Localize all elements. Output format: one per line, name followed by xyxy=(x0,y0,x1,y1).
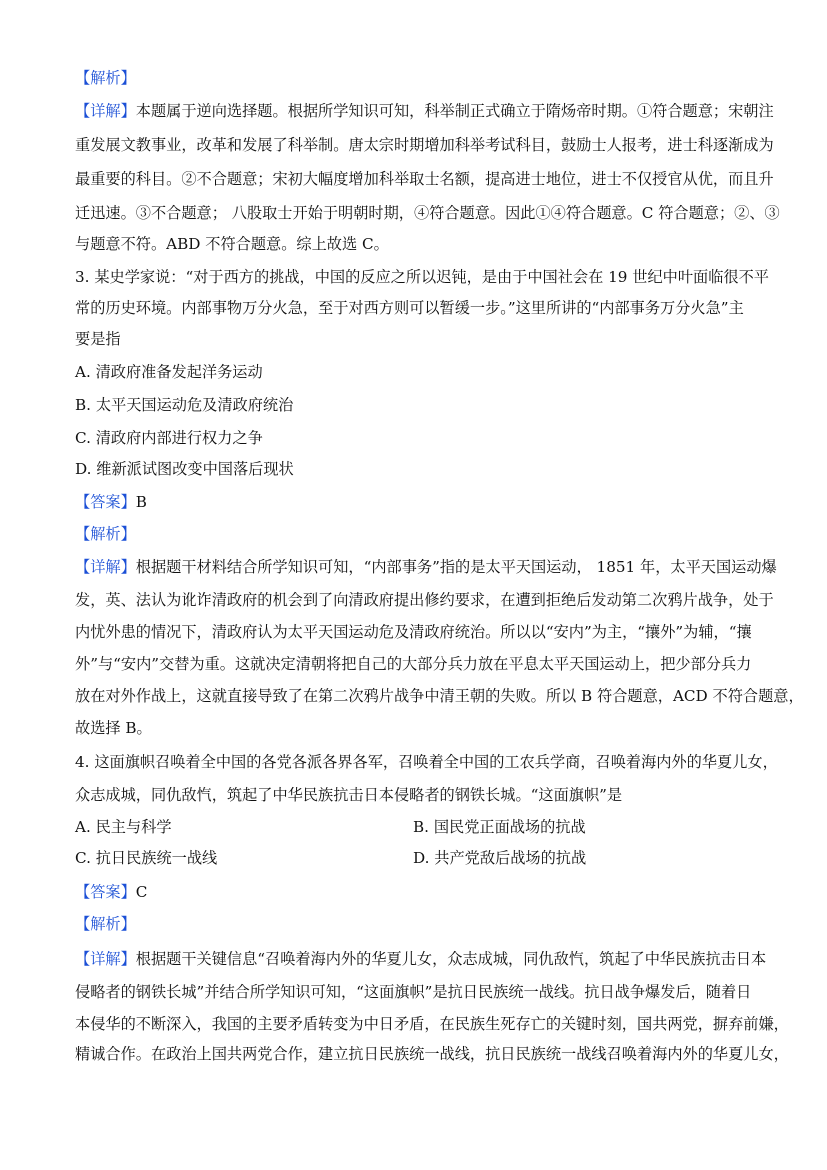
detail-line: 内忧外患的情况下，清政府认为太平天国运动危及清政府统治。所以以“安内”为主，“攘外”为辅，“攘 xyxy=(75,623,752,641)
detail-line: 外”与“安内”交替为重。这就决定清朝将把自己的大部分兵力放在平息太平天国运动上，把少部分兵力 xyxy=(75,655,752,673)
question-3-stem: 3. 某史学家说：“对于西方的挑战，中国的反应之所以迟钝，是由于中国社会在 19 世纪中叶面临很不平 xyxy=(75,268,769,286)
detail-line: 本侵华的不断深入，我国的主要矛盾转变为中日矛盾，在民族生死存亡的关键时刻，国共两党，摒弃前嫌， xyxy=(75,1015,789,1033)
analysis-heading: 【解析】 xyxy=(75,69,136,87)
detail-line: 最重要的科目。②不合题意；宋初大幅度增加科举取士名额，提高进士地位，进士不仅授官从优，而且升 xyxy=(75,170,774,188)
question-3-stem: 要是指 xyxy=(75,330,121,348)
option-b: B. 国民党正面战场的抗战 xyxy=(413,818,586,836)
option-d: D. 维新派试图改变中国落后现状 xyxy=(75,460,294,478)
question-4-stem: 4. 这面旗帜召唤着全中国的各党各派各界各军，召唤着全中国的工农兵学商，召唤着海内外的华夏儿女， xyxy=(75,753,778,771)
analysis-heading: 【解析】 xyxy=(75,915,136,933)
detail-line: 【详解】本题属于逆向选择题。根据所学知识可知，科举制正式确立于隋炀帝时期。①符合题意；宋朝注 xyxy=(75,102,774,120)
answer-line xyxy=(75,492,147,512)
detail-line: 【详解】根据题干关键信息“召唤着海内外的华夏儿女，众志成城，同仇敌忾，筑起了中华民族抗击日本 xyxy=(75,950,767,968)
detail-line: 【详解】根据题干材料结合所学知识可知，“内部事务”指的是太平天国运动， 1851 年，太平天国运动爆 xyxy=(75,558,777,576)
question-3-stem: 常的历史环境。内部事物万分火急，至于对西方则可以暂缓一步。”这里所讲的“内部事务万分火急”主 xyxy=(75,299,744,317)
detail-line: 侵略者的钢铁长城”并结合所学知识可知，“这面旗帜”是抗日民族统一战线。抗日战争爆发后，随着日 xyxy=(75,983,752,1001)
option-c: C. 清政府内部进行权力之争 xyxy=(75,429,263,447)
option-b: B. 太平天国运动危及清政府统治 xyxy=(75,396,294,414)
answer-value: C xyxy=(135,883,148,901)
option-row xyxy=(75,848,587,868)
detail-line: 故选择 B。 xyxy=(75,719,152,737)
option-d: D. 共产党敌后战场的抗战 xyxy=(413,849,587,867)
detail-line: 与题意不符。ABD 不符合题意。综上故选 C。 xyxy=(75,235,389,253)
detail-line: 发，英、法认为讹诈清政府的机会到了向清政府提出修约要求，在遭到拒绝后发动第二次鸦片战争，处于 xyxy=(75,591,774,609)
question-4-stem: 众志成城，同仇敌忾，筑起了中华民族抗击日本侵略者的钢铁长城。“这面旗帜”是 xyxy=(75,786,623,804)
answer-line xyxy=(75,882,147,902)
detail-line: 迁迅速。③不合题意； 八股取士开始于明朝时期，④符合题意。因此①④符合题意。C 符合题意；②、③ xyxy=(75,204,780,222)
option-a: A. 清政府准备发起洋务运动 xyxy=(75,363,263,381)
option-c: C. 抗日民族统一战线 xyxy=(75,849,218,867)
detail-tag: 【详解】 xyxy=(75,102,136,120)
analysis-heading: 【解析】 xyxy=(75,525,136,543)
detail-line: 放在对外作战上，这就直接导致了在第二次鸦片战争中清王朝的失败。所以 B 符合题意，ACD 不符合题意， xyxy=(75,687,804,705)
detail-line: 精诚合作。在政治上国共两党合作，建立抗日民族统一战线，抗日民族统一战线召唤着海内外的华夏儿女， xyxy=(75,1045,789,1063)
option-row xyxy=(75,817,586,837)
detail-tag: 【详解】 xyxy=(75,950,136,968)
answer-tag: 【答案】 xyxy=(75,883,136,901)
option-a: A. 民主与科学 xyxy=(75,818,172,836)
detail-tag: 【详解】 xyxy=(75,558,136,576)
answer-value: B xyxy=(135,493,147,511)
answer-tag: 【答案】 xyxy=(75,493,136,511)
detail-line: 重发展文教事业，改革和发展了科举制。唐太宗时期增加科举考试科目，鼓励士人报考，进士科逐渐成为 xyxy=(75,136,774,154)
